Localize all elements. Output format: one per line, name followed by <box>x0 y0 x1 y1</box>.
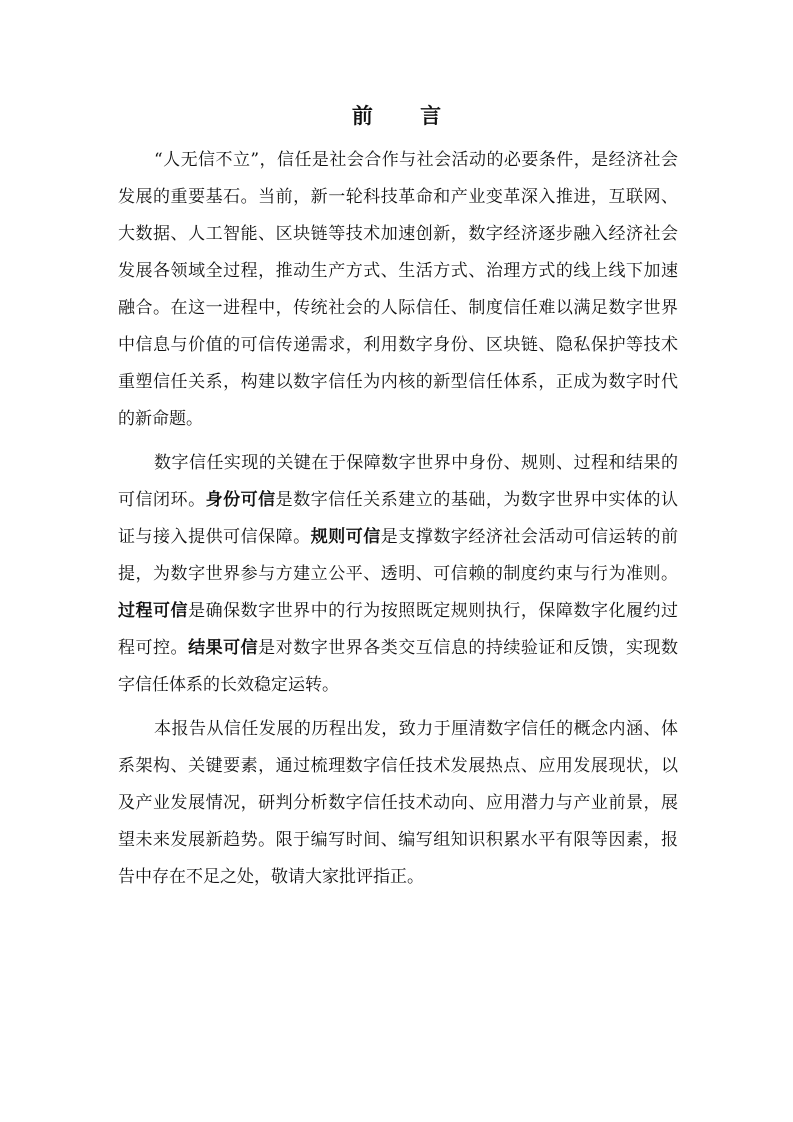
preface-body <box>118 142 678 903</box>
term-process-trust: 过程可信 <box>118 601 189 621</box>
process-trust-desc: 是确保数字世界中的行为按照既定规则执行，保障数字化履约过程可控。 <box>118 601 679 658</box>
paragraph-1: “人无信不立”，信任是社会合作与社会活动的必要条件，是经济社会发展的重要基石。当前，新一轮科技革命和产业变革深入推进，互联网、大数据、人工智能、区块链等技术加速创新，数字经济逐步融入经济社会发展各领域全过程，推动生产方式、生活方式、治理方式的线上线下加速融合。在这一进程中，传统社会的人际信任、制度信任难以满足数字世界中信息与价值的可信传递需求，利用数字身份、区块链、隐私保护等技术重塑信任关系，构建以数字信任为内核的新型信任体系，正成为数字时代的新命题。 <box>118 150 678 429</box>
term-identity-trust: 身份可信 <box>205 490 276 510</box>
paragraph-3: 本报告从信任发展的历程出发，致力于厘清数字信任的概念内涵、体系架构、关键要素，通过梳理数字信任技术发展热点、应用发展现状，以及产业发展情况，研判分析数字信任技术动向、应用潜力与产业前景，展望未来发展新趋势。限于编写时间、编写组知识积累水平有限等因素，报告中存在不足之处，敬请大家批评指正。 <box>118 719 678 887</box>
result-trust-desc: 是对数字世界各类交互信息的持续验证和反馈，实现数字信任体系的长效稳定运转。 <box>118 638 679 695</box>
rule-trust-desc: 是支撑数字经济社会活动可信运转的前提，为数字世界参与方建立公平、透明、可信赖的制度约束与行为准则。 <box>118 527 679 584</box>
paragraph-2 <box>118 445 678 704</box>
identity-trust-desc: 是数字信任关系建立的基础，为数字世界中实体的认证与接入提供可信保障。 <box>118 490 679 547</box>
term-result-trust: 结果可信 <box>188 638 259 658</box>
page-title: 前 言 <box>351 104 462 128</box>
term-rule-trust: 规则可信 <box>310 527 381 547</box>
paragraph-2-intro: 数字信任实现的关键在于保障数字世界中身份、规则、过程和结果的可信闭环。 <box>118 453 678 510</box>
